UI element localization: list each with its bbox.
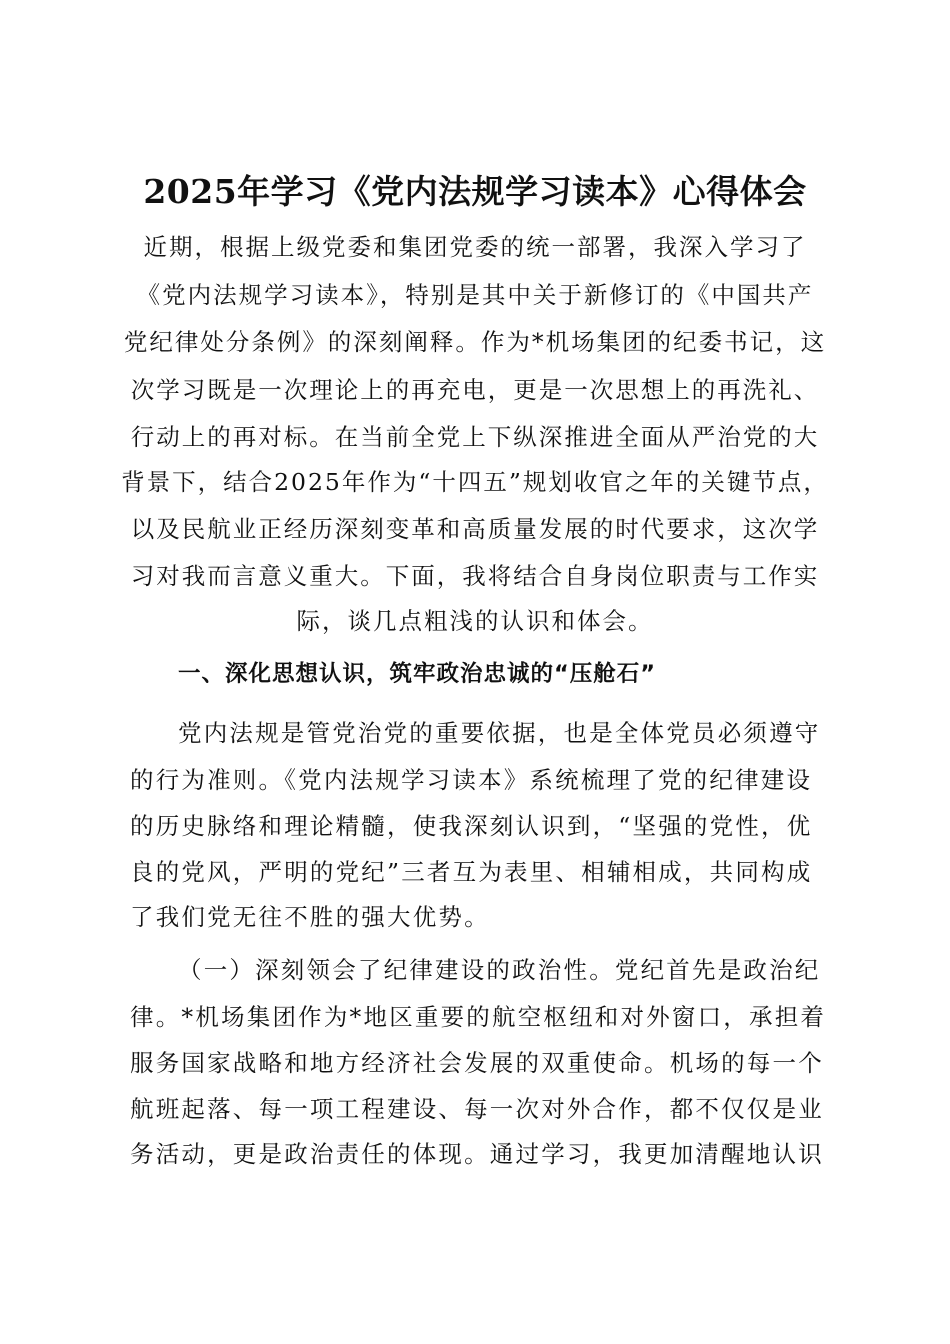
intro-line-7: 以及民航业正经历深刻变革和高质量发展的时代要求，这次学 — [130, 515, 820, 543]
paragraph-line: 的行为准则。《党内法规学习读本》系统梳理了党的纪律建设 — [130, 766, 813, 794]
intro-line-6: 背景下，结合2025年作为“十四五”规划收官之年的关键节点， — [121, 468, 829, 496]
intro-line-4: 次学习既是一次理论上的再充电，更是一次思想上的再洗礼、 — [130, 376, 820, 404]
paragraph-line: 务活动，更是政治责任的体现。通过学习，我更加清醒地认识 — [130, 1140, 824, 1168]
paragraph-line: 了我们党无往不胜的强大优势。 — [130, 903, 490, 931]
section-heading-1: 一、深化思想认识，筑牢政治忠诚的“压舱石” — [178, 661, 657, 687]
paragraph-line: 航班起落、每一项工程建设、每一次对外合作，都不仅仅是业 — [130, 1095, 824, 1123]
paragraph-line: 服务国家战略和地方经济社会发展的双重使命。机场的每一个 — [130, 1049, 824, 1077]
intro-line-8: 习对我而言意义重大。下面，我将结合自身岗位职责与工作实 — [130, 562, 820, 590]
paragraph-line: 良的党风，严明的党纪”三者互为表里、相辅相成，共同构成 — [130, 858, 813, 886]
intro-line-3: 党纪律处分条例》的深刻阐释。作为*机场集团的纪委书记，这 — [123, 328, 827, 356]
intro-line-9: 际，谈几点粗浅的认识和体会。 — [296, 607, 654, 635]
paragraph-line: 律。*机场集团作为*地区重要的航空枢纽和对外窗口，承担着 — [130, 1003, 827, 1031]
intro-line-1: 近期，根据上级党委和集团党委的统一部署，我深入学习了 — [143, 233, 807, 261]
paragraph-line: 党内法规是管党治党的重要依据，也是全体党员必须遵守 — [178, 719, 821, 747]
intro-line-2: 《党内法规学习读本》，特别是其中关于新修订的《中国共产 — [136, 281, 814, 309]
paragraph-line: （一）深刻领会了纪律建设的政治性。党纪首先是政治纪 — [178, 956, 821, 984]
intro-line-5: 行动上的再对标。在当前全党上下纵深推进全面从严治党的大 — [130, 423, 820, 451]
paragraph-line: 的历史脉络和理论精髓，使我深刻认识到，“坚强的党性，优 — [130, 812, 813, 840]
document-title: 2025年学习《党内法规学习读本》心得体会 — [143, 172, 807, 211]
